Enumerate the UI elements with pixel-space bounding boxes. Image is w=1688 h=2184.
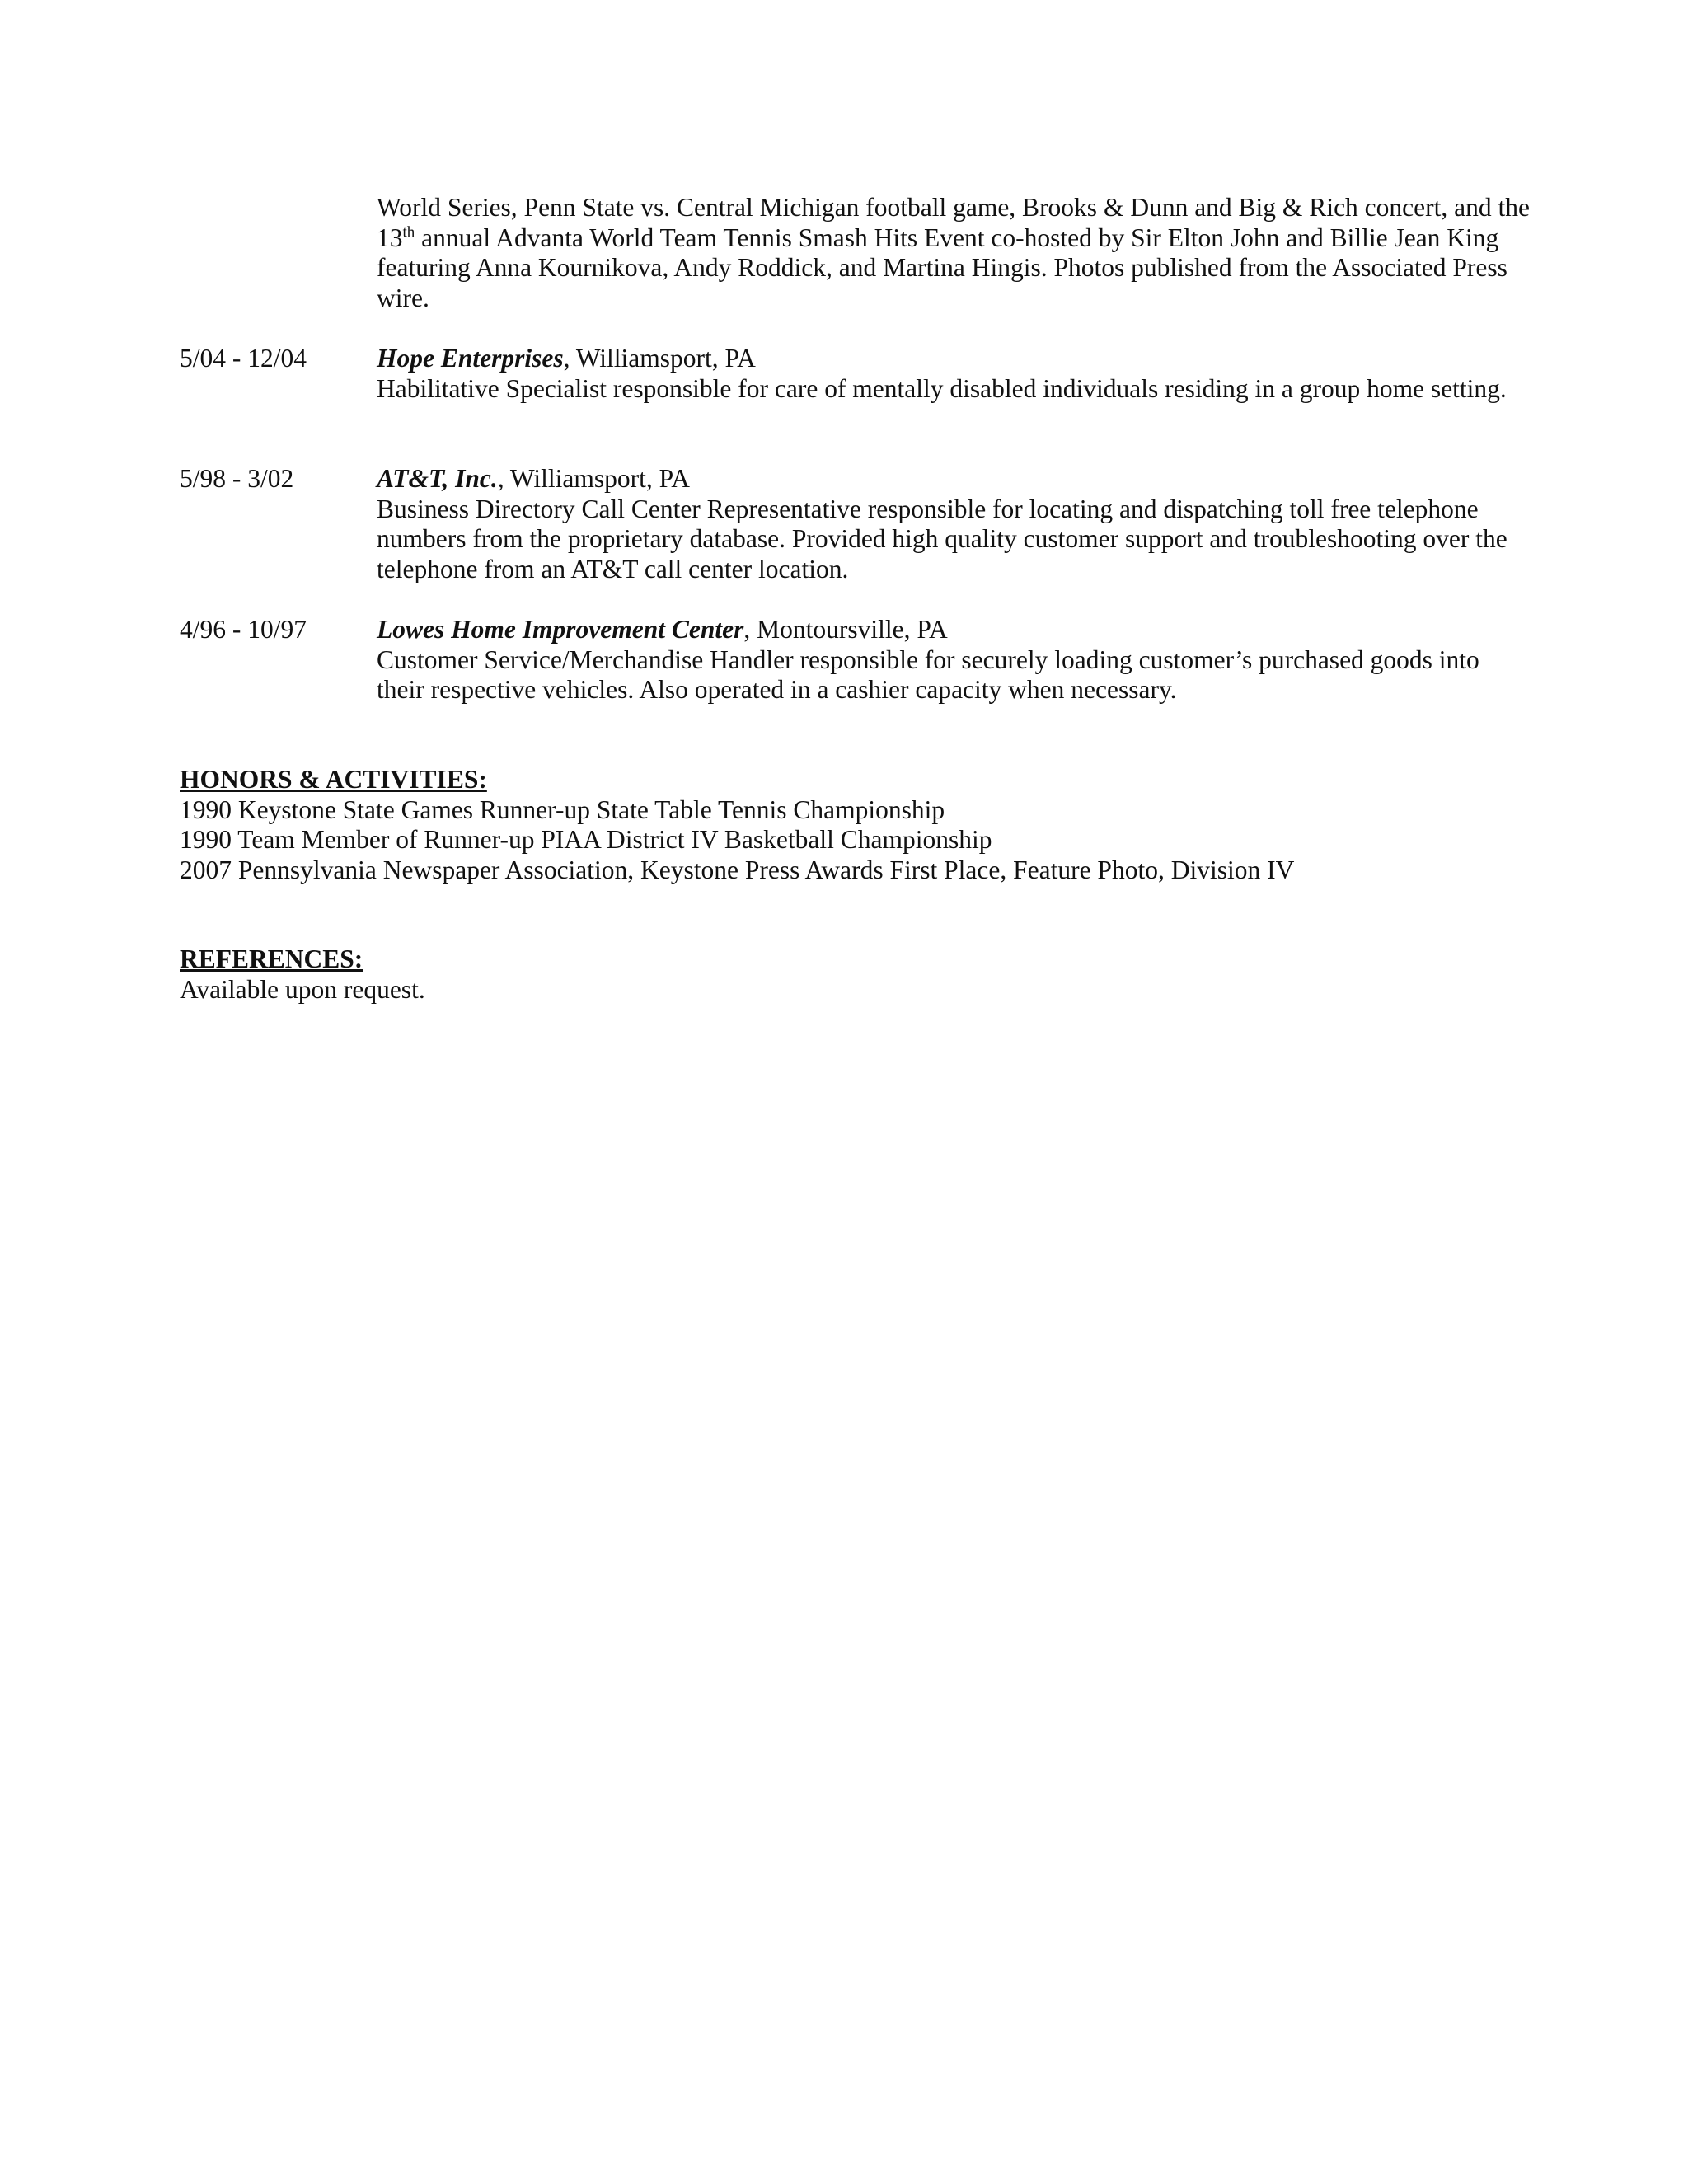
honor-item: 2007 Pennsylvania Newspaper Association, Keystone Press Awards First Place, Feature Photo, Division IV xyxy=(180,855,1295,884)
honor-item: 1990 Team Member of Runner-up PIAA District IV Basketball Championship xyxy=(180,825,992,855)
entry-dates: 5/98 - 3/02 xyxy=(180,464,294,493)
entry-description: Habilitative Specialist responsible for care of mentally disabled individuals residing in a group home setting. xyxy=(377,373,1507,403)
honors-section xyxy=(180,765,1581,885)
employer-name: AT&T, Inc. xyxy=(377,464,498,493)
employer-name: Lowes Home Improvement Center xyxy=(377,615,744,644)
continued-description xyxy=(377,193,1531,313)
references-heading: REFERENCES: xyxy=(180,944,363,973)
employer-location: , Montoursville, PA xyxy=(743,615,948,644)
entry-description: Customer Service/Merchandise Handler responsible for securely loading customer’s purchased goods into their respective vehicles. Also operated in a cashier capacity when necessary. xyxy=(377,644,1479,705)
entry-dates: 4/96 - 10/97 xyxy=(180,615,307,644)
references-text: Available upon request. xyxy=(180,974,425,1004)
entry-description: Business Directory Call Center Representative responsible for locating and dispatching toll free telephone numbers from the proprietary database. Provided high quality customer support and troubleshooting over the telephone from an AT&T call center location. xyxy=(377,494,1507,583)
employer-location: , Williamsport, PA xyxy=(563,344,756,373)
continued-text-part1: World Series, Penn State vs. Central Michigan football game, Brooks & Dunn and Big & Rich concert, and the 13 xyxy=(377,193,1530,252)
honor-item: 1990 Keystone State Games Runner-up State Table Tennis Championship xyxy=(180,794,945,824)
honors-heading: HONORS & ACTIVITIES: xyxy=(180,765,487,794)
continued-text-part2: annual Advanta World Team Tennis Smash Hits Event co-hosted by Sir Elton John and Billie Jean King featuring Anna Kournikova, Andy Roddick, and Martina Hingis. Photos published from the Associated Press wire. xyxy=(377,223,1507,312)
employer-location: , Williamsport, PA xyxy=(497,464,691,493)
employer-name: Hope Enterprises xyxy=(377,344,564,373)
references-section xyxy=(180,944,1581,1005)
entry-dates: 5/04 - 12/04 xyxy=(180,344,307,373)
ordinal-superscript: th xyxy=(402,223,415,241)
